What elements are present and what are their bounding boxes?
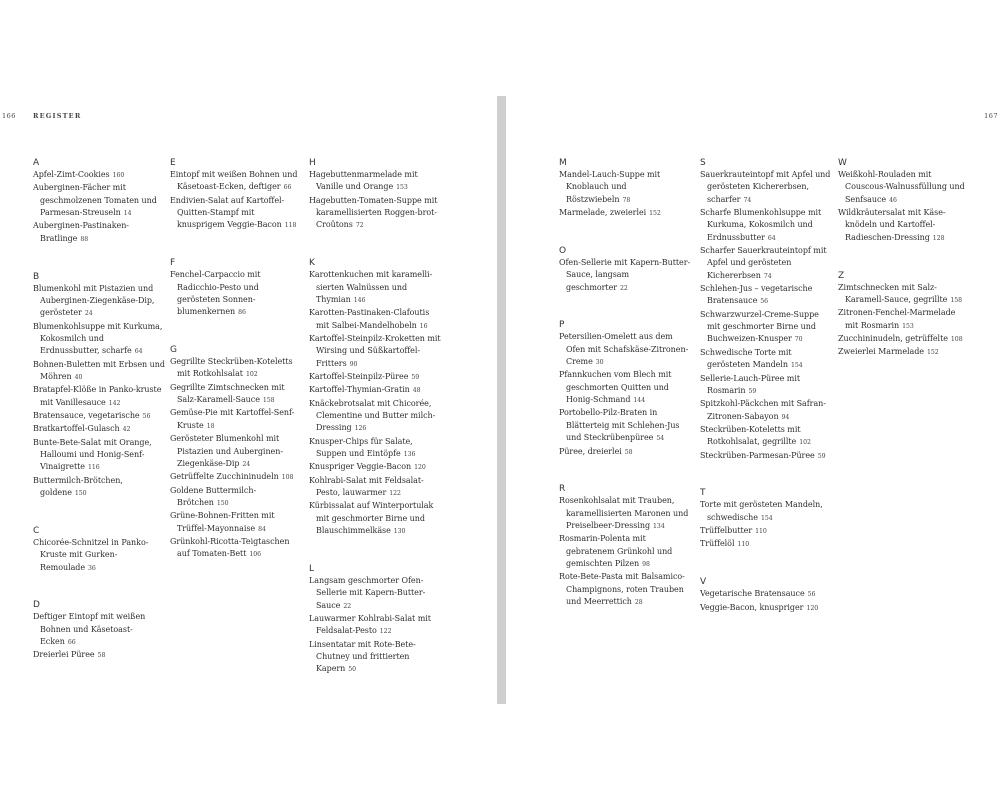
index-entry-page: 158 xyxy=(262,397,275,405)
index-letter-heading: K xyxy=(309,258,315,269)
index-entry xyxy=(559,407,691,445)
index-entry-text: Dreierlei Püree xyxy=(33,650,95,660)
index-letter-group xyxy=(559,245,691,295)
index-entry-page: 84 xyxy=(258,525,266,533)
index-entry xyxy=(309,575,441,613)
index-letter-group xyxy=(309,563,441,677)
index-entry-text: Trüffelöl xyxy=(700,539,735,549)
index-entry-page: 102 xyxy=(245,371,258,379)
index-entry-page: 150 xyxy=(74,490,87,498)
index-entry xyxy=(700,347,832,373)
index-entry-page: 116 xyxy=(87,464,100,472)
index-entry-page: 64 xyxy=(134,348,143,356)
index-entry xyxy=(170,471,302,484)
index-entry-page: 56 xyxy=(760,298,769,306)
index-entry xyxy=(700,283,832,309)
index-entry-text: Apfel-Zimt-Cookies xyxy=(33,170,110,179)
right-page xyxy=(506,0,1000,800)
index-letter-group xyxy=(700,487,832,551)
index-entry xyxy=(309,398,441,436)
index-entry-page: 146 xyxy=(353,296,366,304)
index-entry-page: 118 xyxy=(284,222,297,230)
index-entry-text: Gemüse-Pie mit Kartoffel-Senf-Kruste xyxy=(170,408,295,430)
index-entry-page: 108 xyxy=(950,335,963,343)
index-entry xyxy=(170,195,302,233)
index-entry-text: Kohlrabi-Salat mit Feldsalat-Pesto, lauwarmer xyxy=(309,475,424,498)
index-entry-text: Schwarzwurzel-Creme-Suppe mit geschmorter Birne und Buchweizen-Knusper xyxy=(700,309,819,344)
index-entry xyxy=(559,207,691,220)
index-entry-page: 66 xyxy=(283,184,292,192)
index-entry xyxy=(838,207,970,245)
index-entry xyxy=(559,369,691,407)
index-entry xyxy=(309,500,441,538)
index-entry xyxy=(170,536,302,562)
index-entry-text: Goldene Buttermilch-Brötchen xyxy=(170,485,257,507)
index-letter-group xyxy=(33,599,165,662)
index-entry-page: 59 xyxy=(748,387,757,395)
index-entry-text: Kartoffel-Steinpilz-Püree xyxy=(309,371,409,381)
index-entry-page: 122 xyxy=(379,628,392,636)
index-entry xyxy=(170,485,302,511)
index-entry-text: Scharfer Sauerkrauteintopf mit Apfel und gerösteten Kichererbsen xyxy=(700,246,827,280)
index-entry-text: Lauwarmer Kohlrabi-Salat mit Feldsalat-Pesto xyxy=(309,613,431,636)
index-entry-text: Bratkartoffel-Gulasch xyxy=(33,424,120,434)
index-entry-page: 18 xyxy=(206,422,215,430)
index-letter-group xyxy=(559,483,691,609)
index-entry-text: Hagebuttenmarmelade mit Vanille und Orange xyxy=(309,170,418,192)
index-entry-text: Kartoffel-Thymian-Gratin xyxy=(309,385,410,395)
index-letter-group xyxy=(309,157,441,233)
index-entry xyxy=(33,359,165,385)
index-entry xyxy=(559,331,691,369)
index-entry xyxy=(700,309,832,347)
index-entry-page: 110 xyxy=(755,528,767,536)
index-entry-text: Linsentatar mit Rote-Bete-Chutney und frittierten Kapern xyxy=(309,639,416,674)
index-entry-text: Marmelade, zweierlei xyxy=(559,208,647,218)
left-page xyxy=(0,0,497,800)
index-letter-heading: C xyxy=(33,525,40,536)
index-entry-page: 22 xyxy=(620,284,628,292)
index-entry-page: 106 xyxy=(249,551,262,559)
index-entry xyxy=(838,169,970,207)
index-entry xyxy=(170,407,302,433)
index-letter-heading: B xyxy=(33,271,40,282)
index-entry-text: Fenchel-Carpaccio mit Radicchio-Pesto und gerösteten Sonnen-blumenkernen xyxy=(170,270,261,317)
index-entry xyxy=(838,307,970,333)
index-entry-page: 56 xyxy=(807,591,816,599)
index-entry xyxy=(33,410,165,423)
index-entry-page: 46 xyxy=(889,196,897,204)
index-entry-text: Schlehen-Jus – vegetarische Bratensauce xyxy=(700,284,813,306)
index-entry-text: Petersilien-Omelett aus dem Ofen mit Schafskäse-Zitronen-Creme xyxy=(559,332,689,367)
index-letter-group xyxy=(559,157,691,220)
index-entry xyxy=(170,382,302,408)
index-letter-heading: T xyxy=(700,488,706,499)
index-entry-page: 120 xyxy=(806,604,819,612)
index-entry-text: Karotten-Pastinaken-Clafoutis mit Salbei-Mandelhobeln xyxy=(309,308,430,330)
index-entry-page: 110 xyxy=(737,541,750,549)
index-entry-page: 86 xyxy=(238,309,246,317)
index-entry-text: Trüffelbutter xyxy=(700,526,753,536)
index-entry-text: Knusper-Chips für Salate, Suppen und Eintöpfe xyxy=(309,436,413,459)
index-entry xyxy=(33,283,165,321)
index-entry-page: 108 xyxy=(281,474,294,482)
book-gutter xyxy=(497,96,506,704)
running-head: REGISTER xyxy=(33,112,82,120)
index-entry xyxy=(309,307,441,333)
index-entry xyxy=(309,195,441,233)
index-entry-page: 16 xyxy=(419,322,428,330)
index-letter-group xyxy=(838,270,970,360)
index-entry-page: 128 xyxy=(932,234,945,242)
index-entry xyxy=(309,475,441,501)
index-entry-text: Karottenkuchen mit karamelli-sierten Walnüssen und Thymian xyxy=(309,270,433,304)
index-letter-group xyxy=(838,157,970,245)
index-entry xyxy=(33,321,165,359)
index-entry-page: 24 xyxy=(84,310,93,318)
index-entry-text: Grünkohl-Ricotta-Teigtaschen auf Tomaten-Bett xyxy=(170,536,290,559)
index-entry-page: 150 xyxy=(216,499,229,507)
index-entry-page: 144 xyxy=(633,397,646,405)
index-entry-page: 66 xyxy=(67,639,76,647)
index-entry xyxy=(309,384,441,397)
index-entry xyxy=(700,588,832,601)
index-entry-text: Spitzkohl-Päckchen mit Safran-Zitronen-Sabayon xyxy=(700,399,826,421)
index-entry-page: 130 xyxy=(393,528,406,536)
index-entry-page: 36 xyxy=(88,564,96,572)
index-entry-text: Mandel-Lauch-Suppe mit Knoblauch und Röstzwiebeln xyxy=(559,170,661,204)
index-entry xyxy=(700,602,832,615)
index-entry-text: Veggie-Bacon, knuspriger xyxy=(700,602,804,612)
index-entry-text: Zimtschnecken mit Salz-Karamell-Sauce, gegrillte xyxy=(838,282,948,304)
index-entry-text: Steckrüben-Parmesan-Püree xyxy=(700,450,815,460)
page-number: 166 xyxy=(2,112,16,120)
index-entry xyxy=(309,371,441,384)
index-entry xyxy=(170,356,302,382)
index-entry-text: Zweierlei Marmelade xyxy=(838,347,924,357)
index-entry-page: 134 xyxy=(653,523,665,531)
index-entry-text: Gerösteter Blumenkohl mit Pistazien und Auberginen-Ziegenkäse-Dip xyxy=(170,434,283,468)
index-letter-group xyxy=(33,271,165,501)
index-entry-page: 153 xyxy=(396,184,408,192)
index-entry xyxy=(309,169,441,195)
index-entry xyxy=(309,613,441,639)
index-entry xyxy=(170,433,302,471)
index-entry-text: Rote-Bete-Pasta mit Balsamico-Champignons, roten Trauben und Meerrettich xyxy=(559,572,685,607)
index-entry-page: 54 xyxy=(656,435,665,443)
index-entry-page: 59 xyxy=(411,373,420,381)
index-entry xyxy=(33,384,165,410)
index-letter-heading: P xyxy=(559,320,565,331)
index-entry xyxy=(33,475,165,501)
index-entry xyxy=(838,333,970,346)
index-entry-page: 14 xyxy=(123,210,132,218)
index-entry-page: 70 xyxy=(794,336,803,344)
index-entry-text: Auberginen-Pastinaken-Bratlinge xyxy=(33,221,129,243)
index-entry-page: 120 xyxy=(414,464,426,472)
index-letter-heading: M xyxy=(559,158,567,168)
index-letter-heading: O xyxy=(559,245,567,256)
index-entry xyxy=(838,282,970,308)
index-entry xyxy=(700,207,832,245)
index-entry-page: 136 xyxy=(403,451,416,459)
index-entry-page: 59 xyxy=(817,452,826,460)
index-entry-text: Blumenkohlsuppe mit Kurkuma, Kokosmilch und Erdnussbutter, scharfe xyxy=(33,321,163,356)
index-entry-text: Torte mit gerösteten Mandeln, schwedische xyxy=(700,500,823,522)
index-letter-group xyxy=(309,257,441,538)
index-entry-text: Gegrillte Zimtschnecken mit Salz-Karamell-Sauce xyxy=(170,382,285,405)
index-letter-heading: G xyxy=(170,345,177,356)
index-entry-page: 58 xyxy=(97,652,106,660)
index-letter-heading: W xyxy=(838,158,847,168)
index-entry-page: 154 xyxy=(760,514,773,522)
index-entry-text: Sellerie-Lauch-Püree mit Rosmarin xyxy=(700,373,800,395)
index-entry-text: Rosenkohlsalat mit Trauben, karamellisierten Maronen und Preiselbeer-Dressing xyxy=(559,496,689,531)
index-entry-text: Zitronen-Fenchel-Marmelade mit Rosmarin xyxy=(838,308,956,330)
index-entry-text: Bohnen-Buletten mit Erbsen und Möhren xyxy=(33,359,165,381)
index-entry-text: Portobello-Pilz-Braten in Blätterteig mit Schlehen-Jus und Steckrübenpüree xyxy=(559,408,680,443)
index-entry-page: 42 xyxy=(122,426,131,434)
index-entry-page: 98 xyxy=(642,561,650,569)
index-entry xyxy=(700,538,832,551)
index-entry-page: 122 xyxy=(389,490,401,498)
index-entry-text: Knäckebrotsalat mit Chicorée, Clementine und Butter milch-Dressing xyxy=(309,398,436,433)
index-entry-page: 152 xyxy=(927,349,939,357)
index-entry-text: Püree, dreierlei xyxy=(559,446,622,456)
index-entry-page: 40 xyxy=(74,373,83,381)
index-entry xyxy=(559,533,691,571)
index-entry-text: Getrüffelte Zucchininudeln xyxy=(170,472,279,482)
index-entry xyxy=(700,525,832,538)
index-letter-heading: H xyxy=(309,158,316,168)
index-entry xyxy=(170,269,302,319)
index-entry-page: 74 xyxy=(743,196,752,204)
page-number: 167 xyxy=(984,112,998,120)
index-entry-page: 64 xyxy=(767,234,776,242)
index-letter-group xyxy=(170,157,302,233)
index-entry-page: 154 xyxy=(790,362,803,370)
index-letter-group xyxy=(170,344,302,562)
index-entry xyxy=(33,649,165,662)
index-entry-page: 152 xyxy=(649,210,661,218)
index-column xyxy=(33,157,165,687)
index-entry-text: Hagebutten-Tomaten-Suppe mit karamellisierten Roggen-brot-Croûtons xyxy=(309,195,438,230)
index-entry-text: Knuspriger Veggie-Bacon xyxy=(309,462,412,472)
index-entry-page: 48 xyxy=(412,387,421,395)
index-entry-page: 56 xyxy=(142,413,151,420)
index-entry-page: 94 xyxy=(781,413,790,421)
index-entry xyxy=(309,461,441,474)
index-column xyxy=(309,157,441,701)
index-entry xyxy=(700,424,832,450)
index-entry xyxy=(559,571,691,609)
index-entry xyxy=(33,437,165,475)
index-entry-text: Zucchininudeln, getrüffelte xyxy=(838,333,948,343)
index-entry xyxy=(559,495,691,533)
index-entry-page: 102 xyxy=(799,439,811,447)
index-entry xyxy=(33,169,165,182)
index-entry xyxy=(309,269,441,307)
index-entry-page: 74 xyxy=(763,272,772,280)
index-entry xyxy=(33,423,165,436)
index-entry-page: 88 xyxy=(80,235,89,243)
index-letter-heading: F xyxy=(170,258,176,269)
index-entry-text: Bratensauce, vegetarische xyxy=(33,411,140,420)
index-letter-group xyxy=(33,525,165,575)
index-entry-page: 28 xyxy=(634,599,643,607)
index-entry-page: 50 xyxy=(348,666,357,674)
index-letter-heading: Z xyxy=(838,270,845,281)
index-entry-page: 126 xyxy=(354,425,367,433)
index-entry-text: Grüne-Bohnen-Fritten mit Trüffel-Mayonnaise xyxy=(170,511,275,533)
index-letter-group xyxy=(33,157,165,246)
index-entry-page: 78 xyxy=(622,196,631,204)
index-entry-text: Pfannkuchen vom Blech mit geschmorten Quitten und Honig-Schmand xyxy=(559,370,672,405)
index-entry-text: Vegetarische Bratensauce xyxy=(700,589,805,599)
index-entry-page: 142 xyxy=(108,399,121,407)
index-column xyxy=(838,157,970,384)
index-entry xyxy=(700,373,832,399)
index-entry-text: Scharfe Blumenkohlsuppe mit Kurkuma, Kokosmilch und Erdnussbutter xyxy=(700,208,822,242)
index-entry-text: Sauerkrauteintopf mit Apfel und gerösteten Kichererbsen, scharfer xyxy=(700,170,831,204)
index-entry-page: 160 xyxy=(112,172,125,179)
index-entry-text: Wildkräutersalat mit Käse-knödeln und Kartoffel-Radieschen-Dressing xyxy=(838,208,946,242)
index-entry-text: Deftiger Eintopf mit weißen Bohnen und Käsetoast-Ecken xyxy=(33,612,146,647)
index-column xyxy=(170,157,302,586)
index-letter-heading: D xyxy=(33,600,40,611)
index-entry-page: 158 xyxy=(950,296,963,304)
index-letter-group xyxy=(559,319,691,458)
index-entry-text: Gegrillte Steckrüben-Koteletts mit Rotkohlsalat xyxy=(170,357,293,379)
index-entry xyxy=(700,450,832,463)
index-letter-heading: E xyxy=(170,158,176,168)
index-entry xyxy=(170,169,302,195)
index-entry-text: Langsam geschmorter Ofen-Sellerie mit Kapern-Butter-Sauce xyxy=(309,575,426,610)
index-entry-text: Steckrüben-Koteletts mit Rotkohlsalat, gegrillte xyxy=(700,424,801,447)
index-entry xyxy=(170,510,302,536)
index-entry xyxy=(33,611,165,649)
index-entry-text: Blumenkohl mit Pistazien und Auberginen-Ziegenkäse-Dip, gerösteter xyxy=(33,283,155,318)
index-entry-page: 24 xyxy=(242,460,251,468)
index-letter-heading: A xyxy=(33,158,40,168)
index-entry xyxy=(309,436,441,462)
index-entry xyxy=(559,257,691,295)
index-entry-text: Kürbissalat auf Winterportulak mit geschmorter Birne und Blauschimmelkäse xyxy=(309,501,434,536)
index-entry-page: 153 xyxy=(902,322,914,330)
index-entry xyxy=(33,220,165,246)
index-entry xyxy=(33,182,165,220)
index-entry xyxy=(559,446,691,459)
index-letter-heading: V xyxy=(700,577,707,588)
index-column xyxy=(700,157,832,639)
index-entry xyxy=(309,639,441,677)
index-entry-text: Auberginen-Fächer mit geschmolzenen Tomaten und Parmesan-Streuseln xyxy=(33,183,157,218)
index-letter-group xyxy=(700,157,832,463)
index-entry xyxy=(700,245,832,283)
index-entry-page: 72 xyxy=(355,222,364,230)
index-entry xyxy=(33,537,165,575)
index-entry-text: Rosmarin-Polenta mit gebratenem Grünkohl und gemischten Pilzen xyxy=(559,534,673,569)
index-entry-text: Endivien-Salat auf Kartoffel-Quitten-Stampf mit knusprigem Veggie-Bacon xyxy=(170,195,285,230)
index-entry-text: Bunte-Bete-Salat mit Orange, Halloumi und Honig-Senf-Vinaigrette xyxy=(33,437,152,472)
index-entry-text: Schwedische Torte mit gerösteten Mandeln xyxy=(700,347,792,370)
index-letter-group xyxy=(700,576,832,615)
index-entry-text: Kartoffel-Steinpilz-Kroketten mit Wirsing und Süßkartoffel-Fritters xyxy=(309,333,441,368)
index-entry xyxy=(838,346,970,359)
index-entry-text: Chicorée-Schnitzel in Panko-Kruste mit Gurken-Remoulade xyxy=(33,537,149,572)
index-entry xyxy=(700,169,832,207)
index-letter-heading: R xyxy=(559,484,566,495)
index-entry-text: Bratapfel-Klöße in Panko-kruste mit Vanillesauce xyxy=(33,385,162,407)
index-entry-page: 22 xyxy=(343,602,352,610)
index-entry-text: Weißkohl-Rouladen mit Couscous-Walnussfüllung und Senfsauce xyxy=(838,170,965,204)
index-column xyxy=(559,157,691,634)
index-entry-page: 30 xyxy=(595,359,604,367)
index-letter-heading: S xyxy=(700,158,706,168)
index-letter-heading: L xyxy=(309,563,315,574)
index-entry-page: 58 xyxy=(624,448,633,456)
index-entry xyxy=(700,398,832,424)
index-entry-text: Buttermilch-Brötchen, goldene xyxy=(33,475,123,498)
index-entry-text: Ofen-Sellerie mit Kapern-Butter-Sauce, langsam geschmorter xyxy=(559,257,691,292)
index-entry-text: Eintopf mit weißen Bohnen und Käsetoast-Ecken, deftiger xyxy=(170,170,298,192)
index-letter-group xyxy=(170,257,302,319)
index-entry-page: 90 xyxy=(349,360,358,368)
index-entry xyxy=(559,169,691,207)
index-entry xyxy=(309,333,441,371)
index-entry xyxy=(700,499,832,525)
